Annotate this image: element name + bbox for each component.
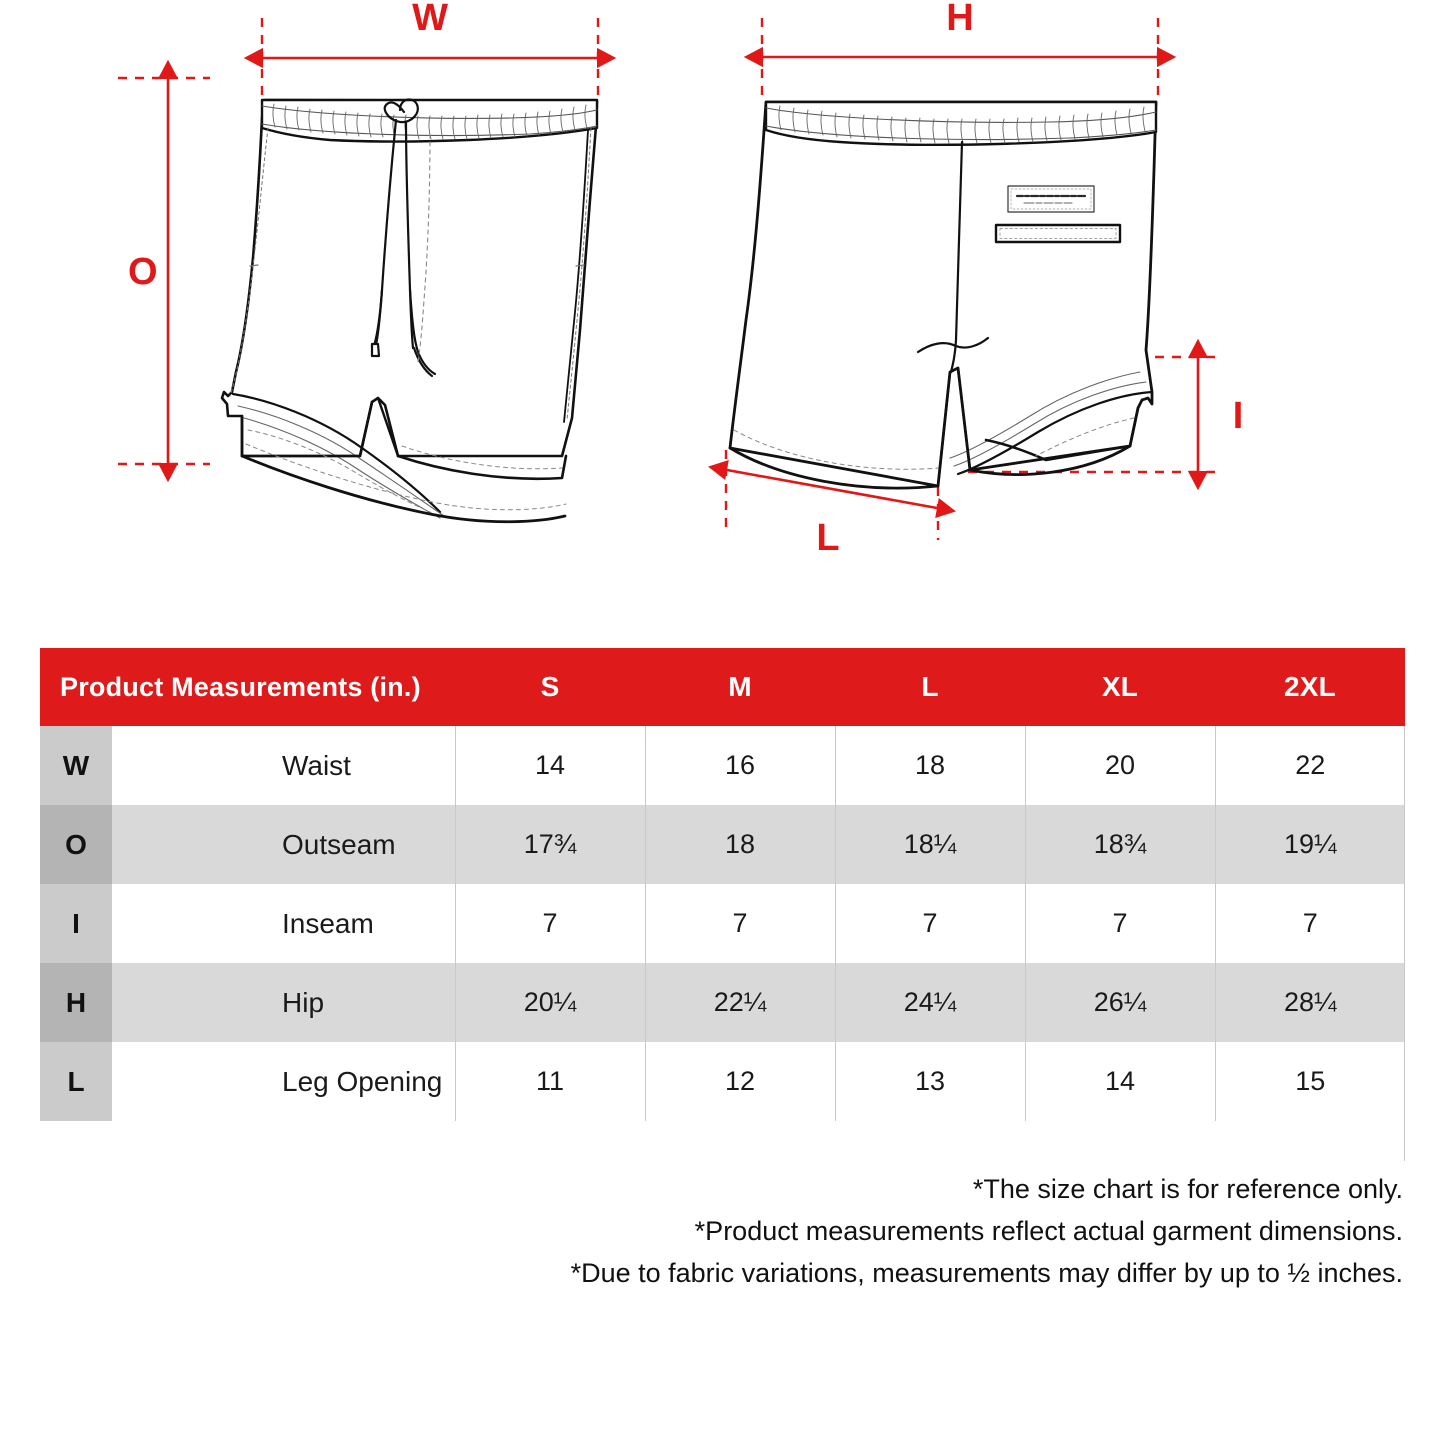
row-symbol-l: L (40, 1042, 112, 1121)
cell-inseam-xl: 7 (1025, 884, 1215, 963)
marker-label-h: H (946, 0, 974, 39)
footnote-2: *Product measurements reflect actual garment dimensions. (694, 1216, 1403, 1246)
cell-outseam-m: 18 (645, 805, 835, 884)
row-name-inseam: Inseam (112, 884, 455, 963)
welt-pocket (996, 225, 1120, 242)
header-size-m: M (645, 648, 835, 726)
table-right-border (1404, 726, 1405, 1161)
header-size-xl: XL (1025, 648, 1215, 726)
cell-inseam-l: 7 (835, 884, 1025, 963)
table-row (40, 805, 1405, 884)
row-symbol-h: H (40, 963, 112, 1042)
header-product-measurements: Product Measurements (in.) (40, 648, 455, 726)
cell-outseam-xl: 18¾ (1025, 805, 1215, 884)
marker-label-w: W (412, 0, 448, 39)
row-symbol-i: I (40, 884, 112, 963)
table-row (40, 963, 1405, 1042)
cell-leg-opening-xl: 14 (1025, 1042, 1215, 1121)
header-size-2xl: 2XL (1215, 648, 1405, 726)
table-header (40, 648, 1405, 726)
footnote-1: *The size chart is for reference only. (972, 1174, 1403, 1204)
marker-label-o: O (128, 251, 158, 293)
row-symbol-w: W (40, 726, 112, 805)
table-row (40, 1042, 1405, 1121)
header-row (40, 648, 1405, 726)
garment-illustrations (0, 0, 1445, 640)
footnotes (303, 1168, 1403, 1294)
cell-waist-s: 14 (455, 726, 645, 805)
cell-leg-opening-s: 11 (455, 1042, 645, 1121)
cell-waist-l: 18 (835, 726, 1025, 805)
row-name-waist: Waist (112, 726, 455, 805)
cell-leg-opening-2xl: 15 (1215, 1042, 1405, 1121)
marker-label-l: L (816, 517, 840, 559)
cell-outseam-2xl: 19¼ (1215, 805, 1405, 884)
cell-outseam-s: 17¾ (455, 805, 645, 884)
size-chart-table (40, 648, 1405, 1121)
cell-hip-s: 20¼ (455, 963, 645, 1042)
cell-inseam-m: 7 (645, 884, 835, 963)
header-size-s: S (455, 648, 645, 726)
cell-hip-l: 24¼ (835, 963, 1025, 1042)
cell-leg-opening-m: 12 (645, 1042, 835, 1121)
footnote-3: *Due to fabric variations, measurements may differ by up to ½ inches. (570, 1258, 1403, 1288)
table-body (40, 726, 1405, 1121)
cell-leg-opening-l: 13 (835, 1042, 1025, 1121)
brand-label (1008, 186, 1094, 212)
cell-hip-2xl: 28¼ (1215, 963, 1405, 1042)
shorts-front-view (110, 0, 670, 620)
cell-inseam-2xl: 7 (1215, 884, 1405, 963)
table-row (40, 884, 1405, 963)
marker-label-i: I (1232, 395, 1244, 437)
row-symbol-o: O (40, 805, 112, 884)
cell-hip-m: 22¼ (645, 963, 835, 1042)
cell-outseam-l: 18¼ (835, 805, 1025, 884)
table-row (40, 726, 1405, 805)
cell-inseam-s: 7 (455, 884, 645, 963)
header-size-l: L (835, 648, 1025, 726)
cell-waist-xl: 20 (1025, 726, 1215, 805)
row-name-hip: Hip (112, 963, 455, 1042)
row-name-leg-opening: Leg Opening (112, 1042, 455, 1121)
cell-hip-xl: 26¼ (1025, 963, 1215, 1042)
row-name-outseam: Outseam (112, 805, 455, 884)
cell-waist-m: 16 (645, 726, 835, 805)
shorts-back-view (690, 0, 1260, 630)
cell-waist-2xl: 22 (1215, 726, 1405, 805)
